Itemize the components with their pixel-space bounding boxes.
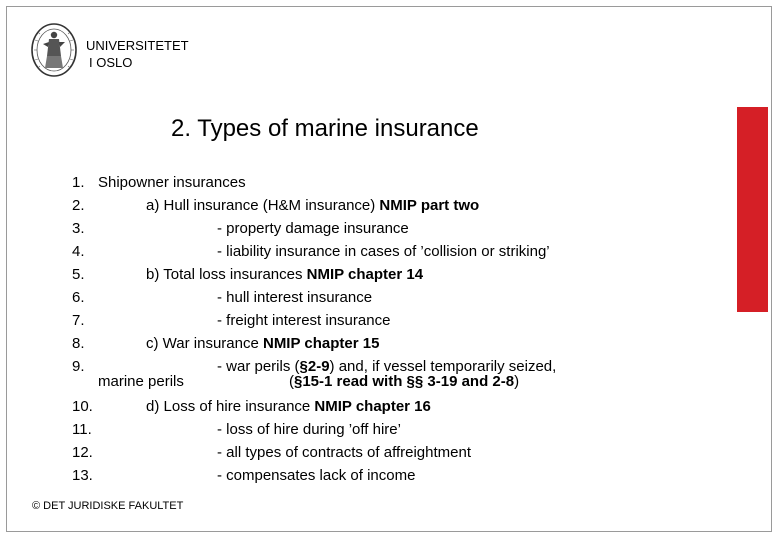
- item-text: - war perils (: [217, 358, 300, 375]
- item-text: - all types of contracts of affreightment: [217, 444, 472, 461]
- list-text: [146, 332, 379, 355]
- list-number: 10.: [72, 398, 93, 415]
- university-name-line1: UNIVERSITETET: [86, 38, 189, 53]
- accent-bar: [737, 107, 768, 312]
- list-item: [72, 418, 732, 441]
- item-text: Shipowner insurances: [98, 174, 246, 191]
- list-number: 3.: [72, 220, 85, 237]
- continuation-text: marine perils: [98, 373, 184, 390]
- continuation-reference: [289, 372, 519, 392]
- list-number: 1.: [72, 174, 85, 191]
- list-item: [72, 441, 732, 464]
- list-text: [146, 263, 423, 286]
- item-text: - property damage insurance: [217, 220, 409, 237]
- list-text: [146, 194, 479, 217]
- item-text: - hull interest insurance: [217, 289, 373, 306]
- item-reference: §2-9: [299, 358, 330, 375]
- list-text: [217, 441, 471, 464]
- list-text: [217, 240, 550, 263]
- paren-close: ): [514, 373, 520, 390]
- list-item: [72, 332, 732, 355]
- list-number: 12.: [72, 444, 93, 461]
- item-text-tail: ) and, if vessel temporarily seized,: [329, 358, 557, 375]
- list-text: [217, 217, 409, 240]
- university-seal-icon: [30, 22, 78, 78]
- item-reference: NMIP chapter 16: [314, 398, 431, 415]
- university-name: [86, 37, 189, 71]
- item-reference: §15-1 read with §§ 3-19 and 2-8: [294, 373, 515, 390]
- list-text: [217, 464, 415, 487]
- item-text: c) War insurance: [146, 335, 263, 352]
- item-text: d) Loss of hire insurance: [146, 398, 315, 415]
- list-item: [72, 263, 732, 286]
- insurance-list: [72, 171, 732, 487]
- list-number: 7.: [72, 312, 85, 329]
- list-item: [72, 286, 732, 309]
- item-text: b) Total loss insurances: [146, 266, 307, 283]
- item-text: - compensates lack of income: [217, 467, 416, 484]
- item-reference: NMIP part two: [379, 197, 480, 214]
- item-text: - freight interest insurance: [217, 312, 391, 329]
- item-reference: NMIP chapter 15: [262, 335, 380, 352]
- list-item: [72, 217, 732, 240]
- item-text: a) Hull insurance (H&M insurance): [146, 197, 380, 214]
- list-number: 11.: [72, 421, 92, 438]
- list-text: [146, 395, 431, 418]
- list-number: 9.: [72, 358, 85, 375]
- list-item: [72, 240, 732, 263]
- list-item: [72, 464, 732, 487]
- list-text: [217, 418, 401, 441]
- university-name-line2: I OSLO: [89, 55, 133, 70]
- item-text: - liability insurance in cases of ’collision or striking’: [217, 243, 550, 260]
- list-item: [72, 395, 732, 418]
- list-item: [72, 194, 732, 217]
- item-text: - loss of hire during ’off hire’: [217, 421, 401, 438]
- list-item: [72, 309, 732, 332]
- list-number: 13.: [72, 467, 93, 484]
- footer-copyright: © DET JURIDISKE FAKULTET: [32, 500, 184, 512]
- list-item: [72, 171, 732, 194]
- list-text: [98, 171, 246, 194]
- list-number: 6.: [72, 289, 85, 306]
- slide-title: 2. Types of marine insurance: [171, 115, 479, 142]
- list-number: 2.: [72, 197, 85, 214]
- list-text: [217, 309, 390, 332]
- list-number: 5.: [72, 266, 85, 283]
- list-text: [217, 286, 372, 309]
- paren-open: (: [289, 373, 294, 390]
- list-number: 4.: [72, 243, 85, 260]
- item-reference: NMIP chapter 14: [306, 266, 424, 283]
- list-item-continuation: [72, 372, 732, 395]
- list-number: 8.: [72, 335, 85, 352]
